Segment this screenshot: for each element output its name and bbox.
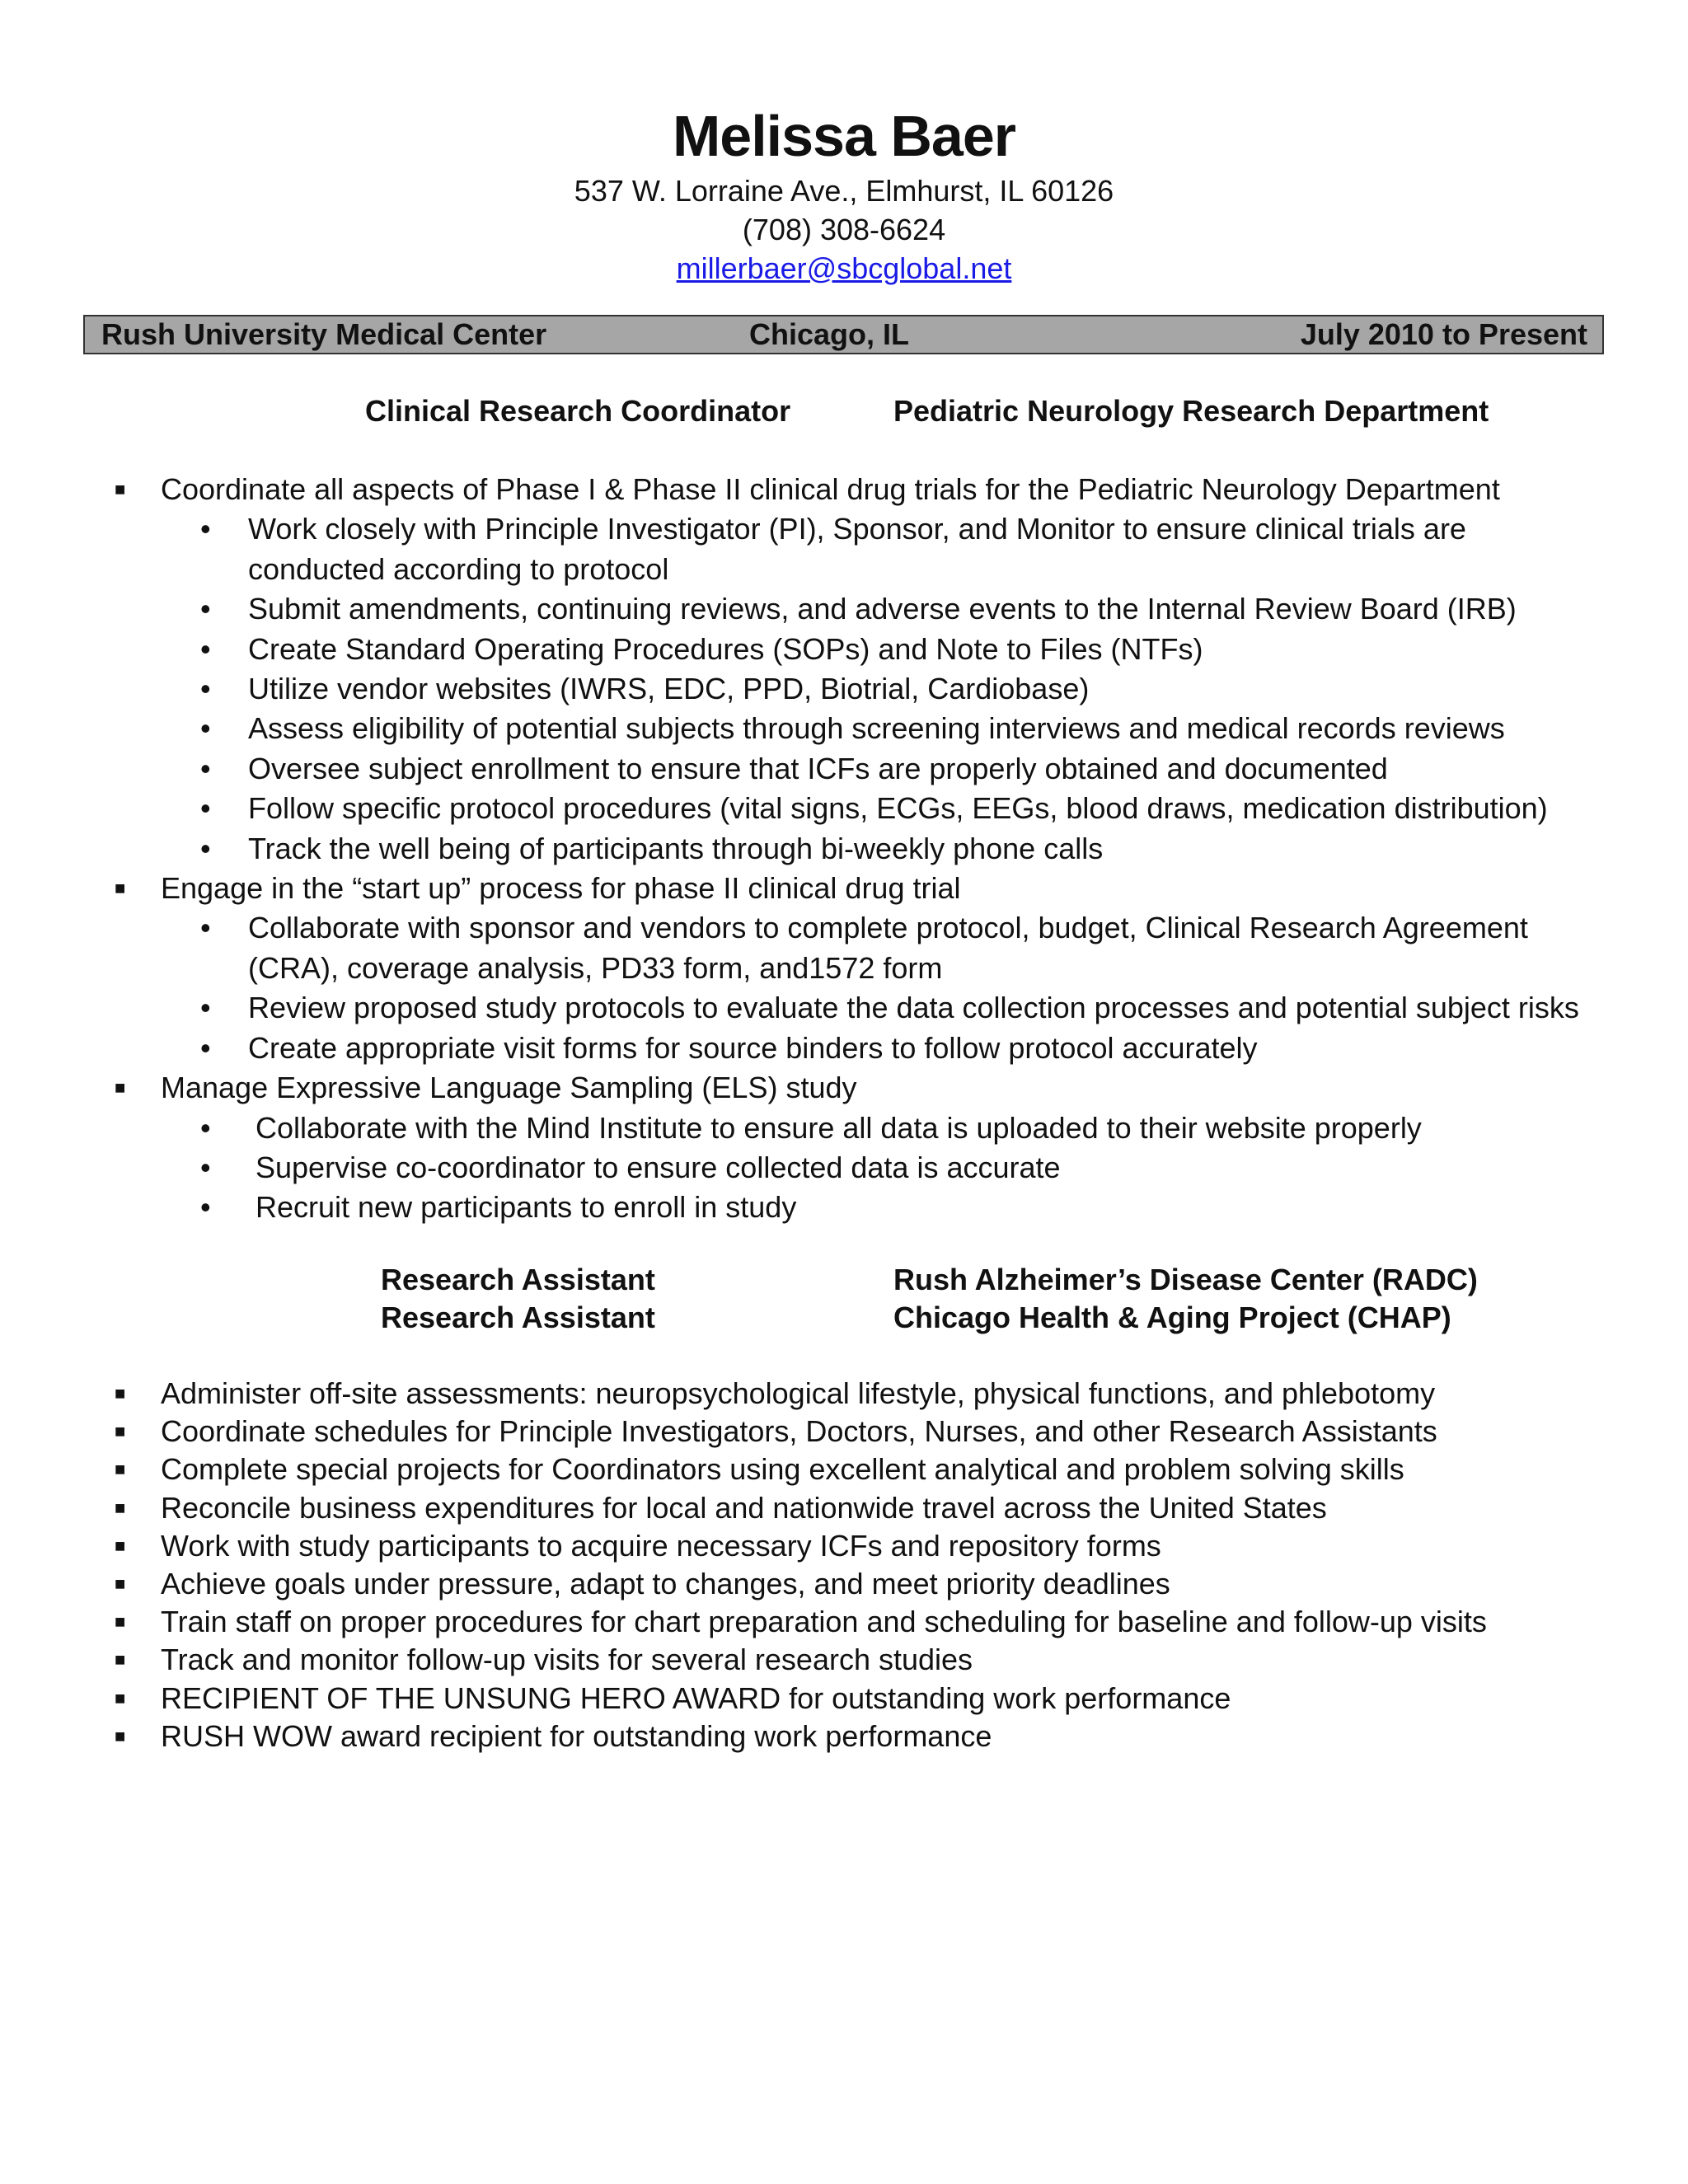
round-bullet-icon: • [200,1030,211,1065]
list-item [0,869,1688,908]
round-bullet-icon: • [200,672,211,706]
square-bullet-icon: ■ [115,1573,126,1595]
duty-text: Assess eligibility of potential subjects through screening interviews and medical records reviews [248,711,1505,746]
square-bullet-icon: ■ [115,1383,126,1404]
square-bullet-icon: ■ [115,1687,126,1708]
duty-text: Track the well being of participants through bi-weekly phone calls [248,831,1104,865]
list-item [0,1489,1688,1527]
round-bullet-icon: • [200,592,211,626]
duty-text: Collaborate with the Mind Institute to ensure all data is uploaded to their website properly [256,1110,1422,1145]
list-item [0,630,1688,669]
list-item [0,1413,1688,1451]
list-item [0,1641,1688,1679]
position-department: Pediatric Neurology Research Department [893,394,1489,428]
position-title: Research Assistant [381,1301,655,1334]
duty-text: Review proposed study protocols to evaluate the data collection processes and potential subject risks [248,991,1579,1025]
square-bullet-icon: ■ [115,1421,126,1442]
duty-text: Oversee subject enrollment to ensure that ICFs are properly obtained and documented [248,751,1388,785]
duty-text: Train staff on proper procedures for chart preparation and scheduling for baseline and follow-up visits [161,1605,1487,1639]
round-bullet-icon: • [200,1190,211,1225]
resume-header [0,101,1688,288]
square-bullet-icon: ■ [115,479,126,499]
list-item [0,509,1688,589]
square-bullet-icon: ■ [115,1725,126,1746]
list-item [0,470,1688,509]
list-item [0,749,1688,789]
duty-text: Track and monitor follow-up visits for several research studies [161,1643,973,1677]
list-item [0,789,1688,828]
list-item [0,1148,1688,1188]
email-link[interactable]: millerbaer@sbcglobal.net [676,251,1012,285]
list-item [0,669,1688,709]
round-bullet-icon: • [200,512,211,546]
list-item [0,1603,1688,1641]
list-item [0,908,1688,988]
duty-text: Administer off-site assessments: neuropsychological lifestyle, physical functions, and phlebotomy [161,1376,1436,1410]
list-item [0,1680,1688,1718]
duty-text: Create appropriate visit forms for source binders to follow protocol accurately [248,1030,1258,1065]
duty-text: Achieve goals under pressure, adapt to changes, and meet priority deadlines [161,1567,1170,1601]
square-bullet-icon: ■ [115,1535,126,1556]
duty-text: Utilize vendor websites (IWRS, EDC, PPD, Biotrial, Cardiobase) [248,672,1090,706]
list-item [0,988,1688,1028]
list-item [0,1718,1688,1755]
round-bullet-icon: • [200,631,211,666]
employer-name: Rush University Medical Center [101,317,547,351]
square-bullet-icon: ■ [115,878,126,899]
duty-text: Complete special projects for Coordinators using excellent analytical and problem solving skills [161,1452,1404,1487]
square-bullet-icon: ■ [115,1077,126,1099]
duty-text: Engage in the “start up” process for phase II clinical drug trial [161,871,961,906]
list-item [0,1029,1688,1068]
list-item [0,1188,1688,1227]
duty-text: RECIPIENT OF THE UNSUNG HERO AWARD for outstanding work performance [161,1680,1231,1715]
coordinator-duties-list [0,470,1688,1228]
employment-dates: July 2010 to Present [1300,317,1587,351]
position-department: Rush Alzheimer’s Disease Center (RADC) [893,1263,1478,1296]
position-title: Clinical Research Coordinator [365,394,791,428]
list-item [0,1527,1688,1565]
square-bullet-icon: ■ [115,1497,126,1518]
square-bullet-icon: ■ [115,1649,126,1671]
address: 537 W. Lorraine Ave., Elmhurst, IL 60126 [574,174,1114,208]
assistant-duties-list [0,1375,1688,1755]
square-bullet-icon: ■ [115,1611,126,1633]
list-item [0,1108,1688,1148]
duty-text: Collaborate with sponsor and vendors to complete protocol, budget, Clinical Research Agreement (CRA), coverage analysis, PD33 form, and1572 form [248,911,1528,985]
duty-text: Recruit new participants to enroll in study [256,1190,797,1225]
round-bullet-icon: • [200,991,211,1025]
position-department: Chicago Health & Aging Project (CHAP) [893,1301,1451,1334]
duty-text: Work with study participants to acquire necessary ICFs and repository forms [161,1528,1161,1563]
employer-location: Chicago, IL [749,317,910,351]
duty-text: RUSH WOW award recipient for outstanding work performance [161,1718,992,1753]
duty-text: Coordinate schedules for Principle Investigators, Doctors, Nurses, and other Research Assistants [161,1414,1437,1449]
round-bullet-icon: • [200,711,211,746]
list-item [0,1375,1688,1413]
round-bullet-icon: • [200,831,211,865]
duty-text: Coordinate all aspects of Phase I & Phase II clinical drug trials for the Pediatric Neurology Department [161,472,1500,506]
duty-text: Follow specific protocol procedures (vital signs, ECGs, EEGs, blood draws, medication distribution) [248,791,1548,826]
duty-text: Submit amendments, continuing reviews, and adverse events to the Internal Review Board (IRB) [248,592,1517,626]
list-item [0,1451,1688,1488]
list-item [0,1565,1688,1603]
candidate-name: Melissa Baer [672,104,1016,168]
round-bullet-icon: • [200,1110,211,1145]
list-item [0,589,1688,629]
duty-text: Reconcile business expenditures for local and nationwide travel across the United States [161,1490,1327,1525]
list-item [0,709,1688,748]
position-title: Research Assistant [381,1263,655,1296]
employer-bar [83,315,1604,354]
round-bullet-icon: • [200,791,211,826]
duty-text: Create Standard Operating Procedures (SOPs) and Note to Files (NTFs) [248,631,1203,666]
square-bullet-icon: ■ [115,1459,126,1480]
list-item [0,1068,1688,1108]
duty-text: Work closely with Principle Investigator (PI), Sponsor, and Monitor to ensure clinical trials are conducted according to protocol [248,512,1466,586]
duty-text: Supervise co-coordinator to ensure collected data is accurate [256,1150,1061,1184]
round-bullet-icon: • [200,911,211,945]
list-item [0,829,1688,869]
round-bullet-icon: • [200,1150,211,1184]
phone: (708) 308-6624 [742,213,946,246]
round-bullet-icon: • [200,751,211,785]
duty-text: Manage Expressive Language Sampling (ELS) study [161,1071,857,1105]
